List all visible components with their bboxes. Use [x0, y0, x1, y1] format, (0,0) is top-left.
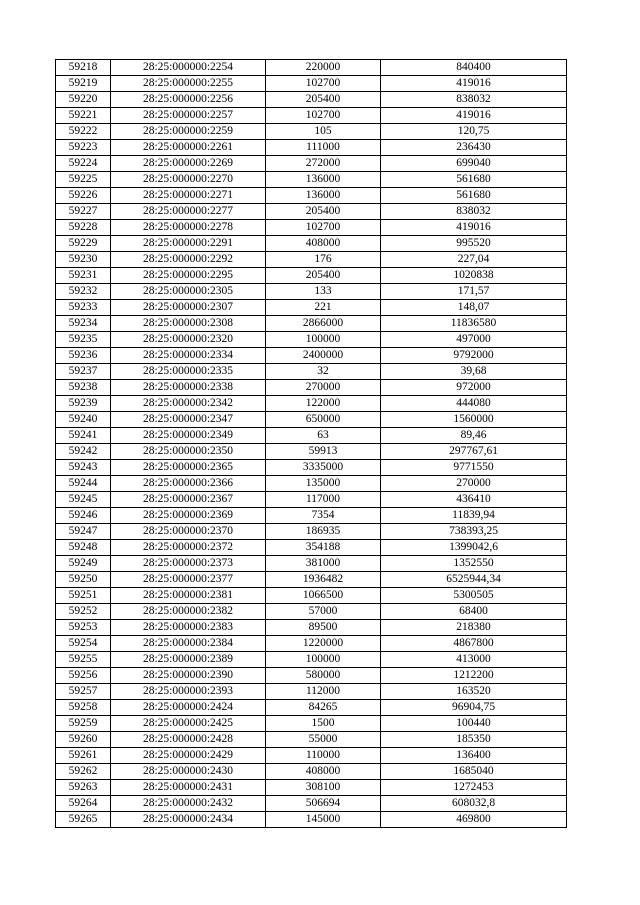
cadastral-number-cell: 28:25:000000:2259 [111, 124, 266, 140]
table-row [56, 460, 567, 476]
row-number-cell: 59256 [56, 668, 111, 684]
area-cell: 102700 [266, 220, 381, 236]
row-number-cell: 59250 [56, 572, 111, 588]
cadastral-number-cell: 28:25:000000:2291 [111, 236, 266, 252]
cadastral-number-cell: 28:25:000000:2365 [111, 460, 266, 476]
table-row [56, 396, 567, 412]
table-row [56, 380, 567, 396]
row-number-cell: 59242 [56, 444, 111, 460]
cadastral-value-cell: 1020838 [381, 268, 567, 284]
area-cell: 102700 [266, 76, 381, 92]
row-number-cell: 59220 [56, 92, 111, 108]
cadastral-value-cell: 1399042,6 [381, 540, 567, 556]
cadastral-value-cell: 171,57 [381, 284, 567, 300]
cadastral-value-cell: 100440 [381, 716, 567, 732]
area-cell: 2866000 [266, 316, 381, 332]
area-cell: 55000 [266, 732, 381, 748]
row-number-cell: 59263 [56, 780, 111, 796]
cadastral-value-cell: 9771550 [381, 460, 567, 476]
table-row [56, 316, 567, 332]
cadastral-number-cell: 28:25:000000:2389 [111, 652, 266, 668]
cadastral-number-cell: 28:25:000000:2429 [111, 748, 266, 764]
cadastral-number-cell: 28:25:000000:2382 [111, 604, 266, 620]
cadastral-number-cell: 28:25:000000:2393 [111, 684, 266, 700]
cadastral-number-cell: 28:25:000000:2307 [111, 300, 266, 316]
area-cell: 408000 [266, 236, 381, 252]
table-row [56, 428, 567, 444]
cadastral-value-cell: 96904,75 [381, 700, 567, 716]
table-row [56, 524, 567, 540]
table-row [56, 700, 567, 716]
row-number-cell: 59224 [56, 156, 111, 172]
table-row [56, 476, 567, 492]
cadastral-value-cell: 136400 [381, 748, 567, 764]
row-number-cell: 59236 [56, 348, 111, 364]
cadastral-number-cell: 28:25:000000:2270 [111, 172, 266, 188]
row-number-cell: 59264 [56, 796, 111, 812]
area-cell: 59913 [266, 444, 381, 460]
table-row [56, 556, 567, 572]
cadastral-number-cell: 28:25:000000:2370 [111, 524, 266, 540]
table-row [56, 540, 567, 556]
row-number-cell: 59252 [56, 604, 111, 620]
cadastral-number-cell: 28:25:000000:2431 [111, 780, 266, 796]
area-cell: 89500 [266, 620, 381, 636]
area-cell: 57000 [266, 604, 381, 620]
row-number-cell: 59241 [56, 428, 111, 444]
cadastral-number-cell: 28:25:000000:2305 [111, 284, 266, 300]
cadastral-number-cell: 28:25:000000:2384 [111, 636, 266, 652]
cadastral-value-cell: 413000 [381, 652, 567, 668]
cadastral-value-cell: 1272453 [381, 780, 567, 796]
area-cell: 408000 [266, 764, 381, 780]
table-row [56, 268, 567, 284]
area-cell: 133 [266, 284, 381, 300]
area-cell: 136000 [266, 172, 381, 188]
row-number-cell: 59262 [56, 764, 111, 780]
table-row [56, 204, 567, 220]
cadastral-value-cell: 608032,8 [381, 796, 567, 812]
table-row [56, 348, 567, 364]
cadastral-number-cell: 28:25:000000:2256 [111, 92, 266, 108]
row-number-cell: 59239 [56, 396, 111, 412]
area-cell: 102700 [266, 108, 381, 124]
area-cell: 1936482 [266, 572, 381, 588]
cadastral-number-cell: 28:25:000000:2334 [111, 348, 266, 364]
cadastral-number-cell: 28:25:000000:2338 [111, 380, 266, 396]
cadastral-value-cell: 236430 [381, 140, 567, 156]
area-cell: 1066500 [266, 588, 381, 604]
cadastral-value-cell: 1212200 [381, 668, 567, 684]
cadastral-number-cell: 28:25:000000:2292 [111, 252, 266, 268]
area-cell: 63 [266, 428, 381, 444]
area-cell: 32 [266, 364, 381, 380]
table-row [56, 636, 567, 652]
table-row [56, 588, 567, 604]
cadastral-value-cell: 270000 [381, 476, 567, 492]
table-row [56, 716, 567, 732]
row-number-cell: 59235 [56, 332, 111, 348]
cadastral-number-cell: 28:25:000000:2254 [111, 60, 266, 76]
row-number-cell: 59251 [56, 588, 111, 604]
cadastral-number-cell: 28:25:000000:2390 [111, 668, 266, 684]
table-row [56, 284, 567, 300]
table-row [56, 92, 567, 108]
area-cell: 221 [266, 300, 381, 316]
row-number-cell: 59249 [56, 556, 111, 572]
area-cell: 145000 [266, 812, 381, 828]
cadastral-number-cell: 28:25:000000:2367 [111, 492, 266, 508]
area-cell: 122000 [266, 396, 381, 412]
table-row [56, 332, 567, 348]
cadastral-number-cell: 28:25:000000:2381 [111, 588, 266, 604]
area-cell: 176 [266, 252, 381, 268]
cadastral-value-cell: 469800 [381, 812, 567, 828]
row-number-cell: 59265 [56, 812, 111, 828]
cadastral-number-cell: 28:25:000000:2432 [111, 796, 266, 812]
cadastral-number-cell: 28:25:000000:2335 [111, 364, 266, 380]
cadastral-value-cell: 185350 [381, 732, 567, 748]
cadastral-number-cell: 28:25:000000:2320 [111, 332, 266, 348]
table-row [56, 60, 567, 76]
table-row [56, 812, 567, 828]
table-row [56, 668, 567, 684]
row-number-cell: 59227 [56, 204, 111, 220]
table-row [56, 236, 567, 252]
cadastral-value-cell: 419016 [381, 108, 567, 124]
area-cell: 205400 [266, 204, 381, 220]
row-number-cell: 59248 [56, 540, 111, 556]
cadastral-value-cell: 1352550 [381, 556, 567, 572]
area-cell: 84265 [266, 700, 381, 716]
area-cell: 650000 [266, 412, 381, 428]
cadastral-value-cell: 163520 [381, 684, 567, 700]
cadastral-number-cell: 28:25:000000:2255 [111, 76, 266, 92]
table-row [56, 220, 567, 236]
area-cell: 272000 [266, 156, 381, 172]
row-number-cell: 59258 [56, 700, 111, 716]
cadastral-value-cell: 838032 [381, 92, 567, 108]
table-row [56, 252, 567, 268]
area-cell: 112000 [266, 684, 381, 700]
area-cell: 580000 [266, 668, 381, 684]
cadastral-number-cell: 28:25:000000:2342 [111, 396, 266, 412]
table-row [56, 156, 567, 172]
row-number-cell: 59231 [56, 268, 111, 284]
cadastral-number-cell: 28:25:000000:2277 [111, 204, 266, 220]
table-row [56, 140, 567, 156]
cadastral-value-cell: 561680 [381, 172, 567, 188]
cadastral-value-cell: 5300505 [381, 588, 567, 604]
area-cell: 270000 [266, 380, 381, 396]
area-cell: 205400 [266, 268, 381, 284]
cadastral-value-cell: 11836580 [381, 316, 567, 332]
area-cell: 7354 [266, 508, 381, 524]
table-row [56, 76, 567, 92]
table-row [56, 604, 567, 620]
area-cell: 308100 [266, 780, 381, 796]
row-number-cell: 59222 [56, 124, 111, 140]
cadastral-number-cell: 28:25:000000:2373 [111, 556, 266, 572]
area-cell: 2400000 [266, 348, 381, 364]
area-cell: 506694 [266, 796, 381, 812]
row-number-cell: 59257 [56, 684, 111, 700]
table-row [56, 652, 567, 668]
area-cell: 135000 [266, 476, 381, 492]
cadastral-number-cell: 28:25:000000:2428 [111, 732, 266, 748]
area-cell: 186935 [266, 524, 381, 540]
row-number-cell: 59237 [56, 364, 111, 380]
table-row [56, 124, 567, 140]
row-number-cell: 59238 [56, 380, 111, 396]
cadastral-value-cell: 39,68 [381, 364, 567, 380]
row-number-cell: 59259 [56, 716, 111, 732]
table-row [56, 508, 567, 524]
cadastral-value-cell: 227,04 [381, 252, 567, 268]
table-row [56, 188, 567, 204]
cadastral-value-cell: 9792000 [381, 348, 567, 364]
row-number-cell: 59247 [56, 524, 111, 540]
table-row [56, 684, 567, 700]
area-cell: 111000 [266, 140, 381, 156]
row-number-cell: 59218 [56, 60, 111, 76]
cadastral-value-cell: 419016 [381, 76, 567, 92]
cadastral-value-cell: 436410 [381, 492, 567, 508]
cadastral-number-cell: 28:25:000000:2377 [111, 572, 266, 588]
cadastral-number-cell: 28:25:000000:2347 [111, 412, 266, 428]
area-cell: 220000 [266, 60, 381, 76]
cadastral-value-cell: 6525944,34 [381, 572, 567, 588]
cadastral-value-cell: 972000 [381, 380, 567, 396]
cadastral-number-cell: 28:25:000000:2372 [111, 540, 266, 556]
area-cell: 100000 [266, 332, 381, 348]
row-number-cell: 59229 [56, 236, 111, 252]
cadastral-number-cell: 28:25:000000:2257 [111, 108, 266, 124]
cadastral-number-cell: 28:25:000000:2308 [111, 316, 266, 332]
table-row [56, 780, 567, 796]
cadastral-value-cell: 120,75 [381, 124, 567, 140]
row-number-cell: 59234 [56, 316, 111, 332]
row-number-cell: 59228 [56, 220, 111, 236]
cadastral-value-cell: 699040 [381, 156, 567, 172]
area-cell: 117000 [266, 492, 381, 508]
area-cell: 381000 [266, 556, 381, 572]
cadastral-number-cell: 28:25:000000:2271 [111, 188, 266, 204]
table-row [56, 364, 567, 380]
table-row [56, 732, 567, 748]
cadastral-number-cell: 28:25:000000:2434 [111, 812, 266, 828]
cadastral-value-table [55, 59, 567, 828]
cadastral-value-cell: 1560000 [381, 412, 567, 428]
area-cell: 100000 [266, 652, 381, 668]
cadastral-number-cell: 28:25:000000:2278 [111, 220, 266, 236]
cadastral-value-cell: 995520 [381, 236, 567, 252]
table-row [56, 108, 567, 124]
cadastral-value-cell: 1685040 [381, 764, 567, 780]
row-number-cell: 59221 [56, 108, 111, 124]
row-number-cell: 59226 [56, 188, 111, 204]
cadastral-value-cell: 444080 [381, 396, 567, 412]
row-number-cell: 59255 [56, 652, 111, 668]
cadastral-value-cell: 68400 [381, 604, 567, 620]
cadastral-value-cell: 738393,25 [381, 524, 567, 540]
table-row [56, 572, 567, 588]
cadastral-value-cell: 11839,94 [381, 508, 567, 524]
cadastral-number-cell: 28:25:000000:2424 [111, 700, 266, 716]
cadastral-value-cell: 840400 [381, 60, 567, 76]
row-number-cell: 59254 [56, 636, 111, 652]
cadastral-number-cell: 28:25:000000:2425 [111, 716, 266, 732]
table-row [56, 172, 567, 188]
cadastral-number-cell: 28:25:000000:2369 [111, 508, 266, 524]
row-number-cell: 59253 [56, 620, 111, 636]
area-cell: 110000 [266, 748, 381, 764]
row-number-cell: 59223 [56, 140, 111, 156]
table-row [56, 764, 567, 780]
row-number-cell: 59225 [56, 172, 111, 188]
area-cell: 1500 [266, 716, 381, 732]
row-number-cell: 59260 [56, 732, 111, 748]
cadastral-number-cell: 28:25:000000:2269 [111, 156, 266, 172]
cadastral-value-cell: 838032 [381, 204, 567, 220]
row-number-cell: 59246 [56, 508, 111, 524]
cadastral-number-cell: 28:25:000000:2430 [111, 764, 266, 780]
area-cell: 354188 [266, 540, 381, 556]
cadastral-value-cell: 419016 [381, 220, 567, 236]
area-cell: 105 [266, 124, 381, 140]
row-number-cell: 59261 [56, 748, 111, 764]
table-row [56, 300, 567, 316]
cadastral-value-cell: 89,46 [381, 428, 567, 444]
row-number-cell: 59219 [56, 76, 111, 92]
cadastral-value-cell: 561680 [381, 188, 567, 204]
area-cell: 136000 [266, 188, 381, 204]
cadastral-number-cell: 28:25:000000:2295 [111, 268, 266, 284]
table-row [56, 444, 567, 460]
cadastral-value-cell: 4867800 [381, 636, 567, 652]
row-number-cell: 59244 [56, 476, 111, 492]
cadastral-number-cell: 28:25:000000:2383 [111, 620, 266, 636]
table-row [56, 796, 567, 812]
cadastral-number-cell: 28:25:000000:2261 [111, 140, 266, 156]
row-number-cell: 59233 [56, 300, 111, 316]
cadastral-number-cell: 28:25:000000:2349 [111, 428, 266, 444]
table-body [56, 60, 567, 828]
cadastral-number-cell: 28:25:000000:2366 [111, 476, 266, 492]
cadastral-value-cell: 148,07 [381, 300, 567, 316]
table-row [56, 492, 567, 508]
table-row [56, 748, 567, 764]
cadastral-value-cell: 497000 [381, 332, 567, 348]
row-number-cell: 59232 [56, 284, 111, 300]
row-number-cell: 59243 [56, 460, 111, 476]
cadastral-value-cell: 218380 [381, 620, 567, 636]
row-number-cell: 59240 [56, 412, 111, 428]
table-row [56, 412, 567, 428]
area-cell: 3335000 [266, 460, 381, 476]
table-row [56, 620, 567, 636]
area-cell: 1220000 [266, 636, 381, 652]
row-number-cell: 59230 [56, 252, 111, 268]
row-number-cell: 59245 [56, 492, 111, 508]
cadastral-number-cell: 28:25:000000:2350 [111, 444, 266, 460]
area-cell: 205400 [266, 92, 381, 108]
cadastral-value-cell: 297767,61 [381, 444, 567, 460]
